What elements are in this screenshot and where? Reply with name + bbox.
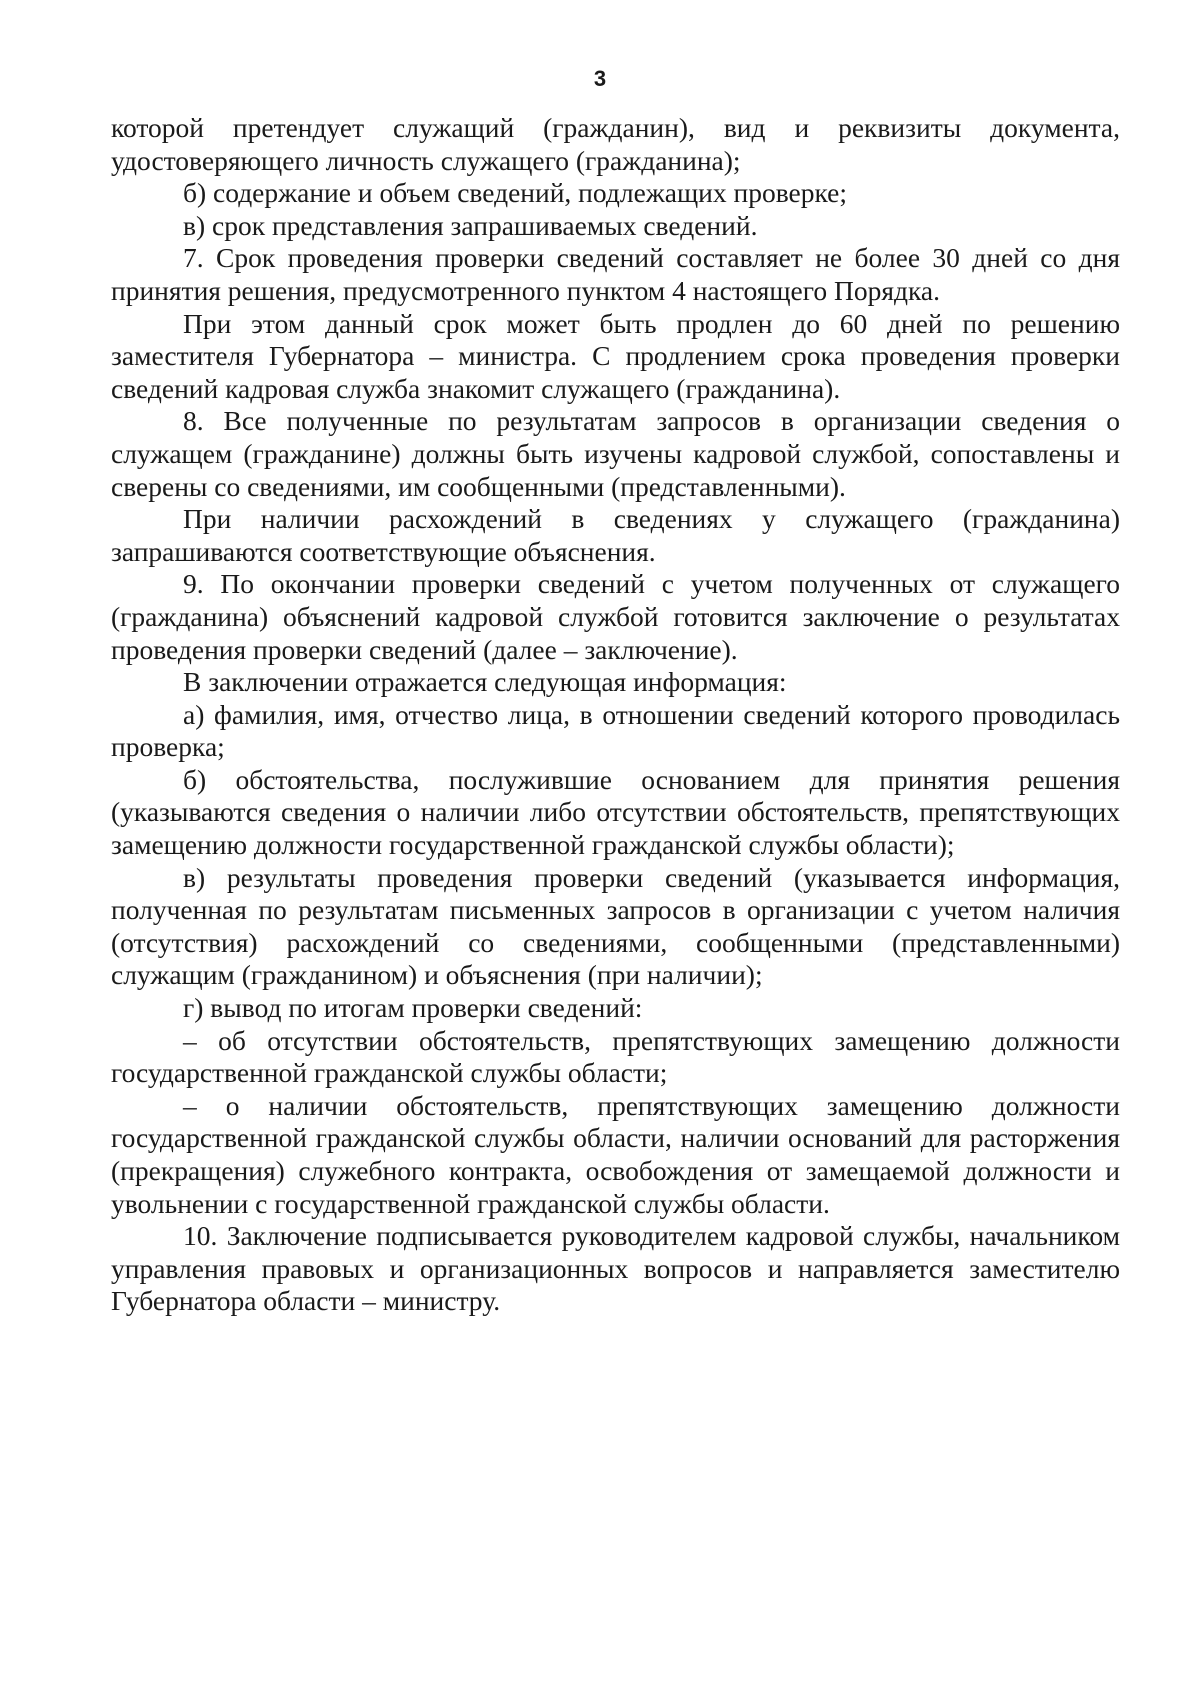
paragraph-conclusion-absence: – об отсутствии обстоятельств, препятствующих замещению должности государственной гражданской службы области; xyxy=(111,1024,1120,1089)
paragraph-clause-7: 7. Срок проведения проверки сведений составляет не более 30 дней со дня принятия решения, предусмотренного пунктом 4 настоящего Порядка. xyxy=(111,242,1120,306)
paragraph-conclusion-item-b: б) обстоятельства, послужившие основанием для принятия решения (указываются сведения о наличии либо отсутствии обстоятельств, препятствующих замещению должности государственной гражданской службы области); xyxy=(111,763,1120,861)
paragraph-clause-10: 10. Заключение подписывается руководителем кадровой службы, начальником управления правовых и организационных вопросов и направляется заместителю Губернатора области – министру. xyxy=(111,1220,1120,1317)
paragraph-clause-9: 9. По окончании проверки сведений с учетом полученных от служащего (гражданина) объяснений кадровой службой готовится заключение о результатах проведения проверки сведений (далее – заключение). xyxy=(111,568,1120,665)
paragraph-clause-8-discrepancies: При наличии расхождений в сведениях у служащего (гражданина) запрашиваются соответствующие объяснения. xyxy=(111,503,1120,567)
page-number: 3 xyxy=(593,66,607,91)
paragraph-continuation: которой претендует служащий (гражданин), вид и реквизиты документа, удостоверяющего личность служащего (гражданина); xyxy=(111,112,1120,176)
paragraph-conclusion-intro: В заключении отражается следующая информация: xyxy=(183,666,787,698)
document-body xyxy=(111,112,1120,1318)
paragraph-conclusion-item-a: а) фамилия, имя, отчество лица, в отношении сведений которого проводилась проверка; xyxy=(111,698,1120,763)
paragraph-conclusion-presence: – о наличии обстоятельств, препятствующих замещению должности государственной гражданской службы области, наличии оснований для расторжения (прекращения) служебного контракта, освобождения от замещаемой должности и увольнении с государственной гражданской службы области. xyxy=(111,1089,1120,1219)
paragraph-clause-7-extension: При этом данный срок может быть продлен до 60 дней по решению заместителя Губернатора – министра. С продлением срока проведения проверки сведений кадровая служба знакомит служащего (гражданина). xyxy=(111,307,1120,404)
paragraph-item-v: в) срок представления запрашиваемых сведений. xyxy=(183,209,758,241)
paragraph-conclusion-item-v: в) результаты проведения проверки сведений (указывается информация, полученная по результатам письменных запросов в организации с учетом наличия (отсутствия) расхождений со сведениями, сообщенными (представленными) служащим (гражданином) и объяснения (при наличии); xyxy=(111,861,1120,991)
paragraph-item-b: б) содержание и объем сведений, подлежащих проверке; xyxy=(183,177,848,209)
paragraph-conclusion-item-g: г) вывод по итогам проверки сведений: xyxy=(183,992,643,1024)
paragraph-clause-8: 8. Все полученные по результатам запросов в организации сведения о служащем (гражданине) должны быть изучены кадровой службой, сопоставлены и сверены со сведениями, им сообщенными (представленными). xyxy=(111,405,1120,502)
